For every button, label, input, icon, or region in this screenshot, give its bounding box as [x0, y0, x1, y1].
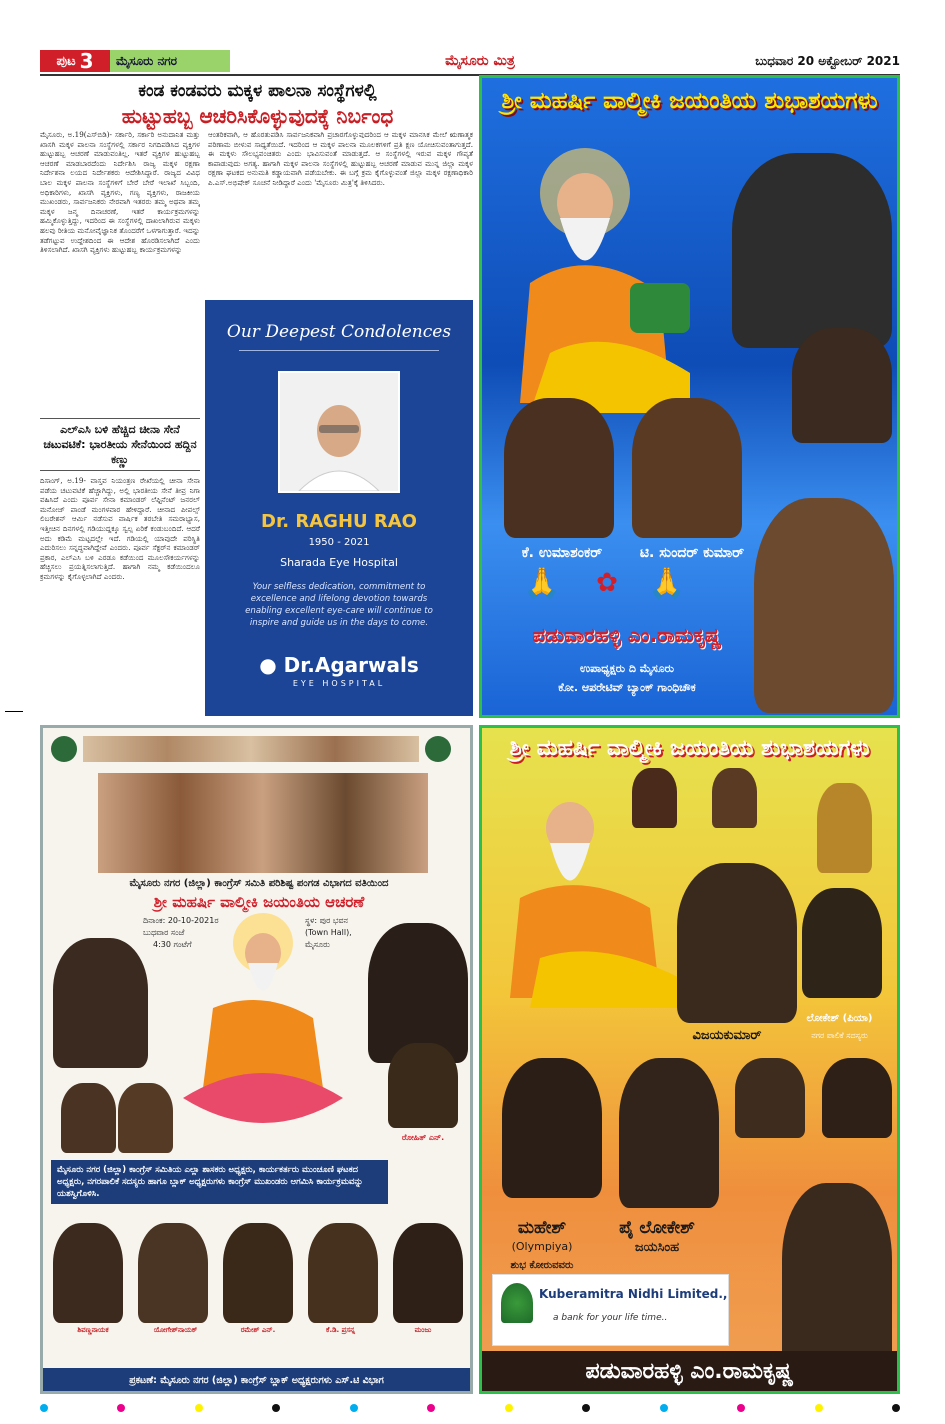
- congress-event-ad: [40, 725, 473, 1394]
- registration-dot: [892, 1404, 900, 1412]
- leader-photo-small-1: [61, 1083, 116, 1153]
- sponsor-logo: [205, 653, 473, 677]
- venue-english: (Town Hall),: [305, 928, 352, 937]
- person-photo: [393, 1223, 463, 1323]
- leader-thumbnails: [83, 736, 419, 762]
- sponsor-logo-subtitle: EYE HOSPITAL: [292, 679, 386, 688]
- page-word: ಪುಟ: [56, 53, 76, 69]
- person-name: ಕೆ.ಡಿ. ಪ್ರಸನ್ನ: [326, 1326, 355, 1334]
- sponsor-name: Kuberamitra Nidhi Limited.,: [539, 1287, 728, 1301]
- person-photo: [308, 1223, 378, 1323]
- greeting-banner: ಶ್ರೀ ಮಹರ್ಷಿ ವಾಲ್ಮೀಕಿ ಜಯಂತಿಯ ಶುಭಾಶಯಗಳು: [501, 88, 878, 114]
- invitation-text: ಮೈಸೂರು ನಗರ (ಜಿಲ್ಲಾ) ಕಾಂಗ್ರೆಸ್ ಸಮಿತಿಯ ಎಲ್ಲಾ ಶಾಸಕರು ಅಧ್ಯಕ್ಷರು, ಕಾರ್ಯಕರ್ತರು ಮುಂಚೂಣಿ ಘಟಕದ ಅಧ್ಯಕ್ಷರು, ನಗರಪಾಲಿಕೆ ಸದಸ್ಯರು ಹಾಗೂ ಬ್ಲಾಕ್ ಅಧ್ಯಕ್ಷರುಗಳು ಕಾಂಗ್ರೆಸ್ ಮುಖಂಡರು ಆಗಮಿಸಿ ಕಾರ್ಯಕ್ರಮವನ್ನು ಯಶಸ್ವಿಗೊಳಿಸಿ.: [51, 1160, 388, 1204]
- article-headline-line1: ಕಂಡ ಕಂಡವರು ಮಕ್ಕಳ ಪಾಲನಾ ಸಂಸ್ಥೆಗಳಲ್ಲಿ: [138, 81, 377, 101]
- tree-logo-icon: [501, 1283, 533, 1323]
- valmiki-lotus-illustration: [173, 908, 353, 1148]
- article-headline-line2: ಹುಟ್ಟುಹಬ್ಬ ಆಚರಿಸಿಕೊಳ್ಳುವುದಕ್ಕೆ ನಿರ್ಬಂಧ: [121, 104, 394, 128]
- supporter-photo: [822, 1058, 892, 1138]
- name-jayasimha: ಜಯಸಿಂಹ: [634, 1240, 680, 1255]
- registration-dot: [195, 1404, 203, 1412]
- portrait-photo: [278, 371, 400, 493]
- person-name-row: [53, 1326, 463, 1335]
- deity-figure: [817, 783, 872, 873]
- drop-icon: ●: [259, 653, 277, 677]
- folded-hands-icon: 🙏: [523, 566, 561, 601]
- supporter-photo: [735, 1058, 805, 1138]
- emblem-icon: [425, 736, 451, 762]
- page-number-badge: [40, 50, 110, 72]
- main-name: ಪಡುವಾರಹಳ್ಳಿ ಎಂ.ರಾಮಕೃಷ್ಣ: [532, 623, 722, 647]
- article-subheadline: ಎಲ್‌ಎಸಿ ಬಳಿ ಹೆಚ್ಚಿದ ಚೀನಾ ಸೇನೆ ಚಟುವಟಿಕೆ: ಭಾರತೀಯ ಸೇನೆಯಿಂದ ಹದ್ದಿನ ಕಣ್ಣು: [40, 418, 200, 471]
- name-pai-lokesh: ಪೈ ಲೋಕೇಶ್: [619, 1218, 695, 1238]
- section-label: ಮೈಸೂರು ನಗರ: [110, 50, 230, 72]
- condolence-divider: [239, 350, 439, 351]
- event-time: 4:30 ಗಂಟೆಗೆ: [153, 940, 192, 949]
- event-day: ಬುಧವಾರ ಸಂಜೆ: [143, 928, 185, 937]
- person-photo: [53, 1223, 123, 1323]
- roses-icon: ✿: [596, 568, 618, 598]
- name-sundar-kumar: ಟಿ. ಸುಂದರ್ ಕುಮಾರ್: [639, 545, 745, 561]
- venue-label: ಸ್ಥಳ: ಪುರ ಭವನ: [305, 916, 348, 925]
- article-column-1: ಮೈಸೂರು, ಅ.19(ಎಸ್‌ಬಿಡಿ)- ಸರ್ಕಾರಿ, ಸರ್ಕಾರಿ ಅನುದಾನಿತ ಮತ್ತು ಖಾಸಗಿ ಮಕ್ಕಳ ಪಾಲನಾ ಸಂಸ್ಥೆಗಳಲ್ಲಿ ಸರ್ಕಾರ ನಿಗದಿಪಡಿಸಿದ ವ್ಯಕ್ತಿಗಳ ಹುಟ್ಟುಹಬ್ಬ ಆಚರಣೆ ಮಾಡುವಂತಿಲ್ಲ. ಇತರೆ ವ್ಯಕ್ತಿಗಳ ಹುಟ್ಟುಹಬ್ಬ ಆಚರಣೆ ಮಾಡಬಾರದೆಂದು ನಿರ್ದೇಶಿಸಿ ರಾಜ್ಯ ಮಕ್ಕಳ ರಕ್ಷಣಾ ನಿರ್ದೇಶನಾ ಲಯದ ನಿರ್ದೇಶಕರು ಆದೇಶಿಸಿದ್ದಾರೆ. ರಾಜ್ಯದ ವಿವಿಧ ಬಾಲ ಮಕ್ಕಳ ಪಾಲನಾ ಸಂಸ್ಥೆಗಳಿಗೆ ಬೇರೆ ಬೇರೆ ಇಲಾಖೆ ಸಿಬ್ಬಂದಿ, ಅಧಿಕಾರಿಗಳು, ಖಾಸಗಿ ವ್ಯಕ್ತಿಗಳು, ಗಣ್ಯ ವ್ಯಕ್ತಿಗಳು, ರಾಜಕೀಯ ಮುಖಂಡರು, ಸಾರ್ವಜನಿಕರು ನೇರವಾಗಿ ಇತರರು ತಮ್ಮ ಅಥವಾ ತಮ್ಮ ಮಕ್ಕಳ ಜನ್ಮ ದಿನಾಚರಣೆ, ಇತರೆ ಕಾರ್ಯಕ್ರಮಗಳನ್ನು ಹಮ್ಮಿಕೊಳ್ಳುತ್ತಿದ್ದು, ಇದರಿಂದ ಈ ಸಂಸ್ಥೆಗಳಲ್ಲಿ ದಾಖಲಾಗಿರುವ ಮಕ್ಕಳು ಹಲವು ರೀತಿಯ ಮನೋವೈಜ್ಞಾನಿಕ ತೊಂದರೆಗೆ ಒಳಗಾಗುತ್ತಾರೆ. ಇದನ್ನು ತಡೆಗಟ್ಟುವ ಉದ್ದೇಶದಿಂದ ಈ ಆದೇಶ ಹೊರಡಿಸಲಾಗಿದೆ ಎಂದು ತಿಳಿಸಲಾಗಿದೆ. ಖಾಸಗಿ ವ್ಯಕ್ತಿಗಳು ಹುಟ್ಟುಹಬ್ಬ ಕಾರ್ಯಕ್ರಮಗಳನ್ನು: [40, 130, 200, 255]
- leader-photo-small-2: [118, 1083, 173, 1153]
- registration-dot: [660, 1404, 668, 1412]
- leader-photo-2: [792, 328, 892, 443]
- name-lokesh: ಲೋಕೇಶ್ (ಪಿಯಾ): [806, 1013, 873, 1024]
- registration-dot: [272, 1404, 280, 1412]
- lokesh-photo: [802, 888, 882, 998]
- person-photo-row: [53, 1223, 463, 1323]
- leaders-group-photo: [98, 773, 428, 873]
- masthead: ಮೈಸೂರು ಮಿತ್ರ: [445, 53, 515, 69]
- article-column-2: ಆಂತರಿಕವಾಗಿ, ಆ ಹೊರತುಪಡಿಸಿ ಸಾರ್ವಜನಿಕವಾಗಿ ಪ್ರಚಾರಗೊಳ್ಳುವುದರಿಂದ ಆ ಮಕ್ಕಳ ಮಾನಸಿಕ ಮೇಲೆ ಋಣಾತ್ಮಕ ಪರಿಣಾಮ ಬೀಳುವ ಸಾಧ್ಯತೆಯಿದೆ. ಇದರಿಂದ ಆ ಮಕ್ಕಳ ಪಾಲನಾ ಮೂಲಕಗಳಿಗೆ ಪ್ರತಿ ಕ್ಷಣ ಯೋಚಿಸುವಂತಾಗುತ್ತದೆ. ಈ ಮಕ್ಕಳು ಸೌಲಭ್ಯವಂಚಿತರು ಎಂದು ಭಾವಿಸುವಂತೆ ಮಾಡುತ್ತದೆ. ಆ ಸಂಸ್ಥೆಗಳಲ್ಲಿ ಇರುವ ಮಕ್ಕಳ ಗೌಪ್ಯತೆ ಕಾಪಾಡುವುದು ಅಗತ್ಯ. ಹಾಗಾಗಿ ಮಕ್ಕಳ ಪಾಲನಾ ಸಂಸ್ಥೆಗಳಲ್ಲಿ ಹುಟ್ಟುಹಬ್ಬ ಆಚರಣೆ ಮಾಡುವ ಮುನ್ನ ಜಿಲ್ಲಾ ಮಕ್ಕಳ ರಕ್ಷಣಾ ಘಟಕದ ಅನುಮತಿ ಕಡ್ಡಾಯವಾಗಿ ಪಡೆಯಬೇಕು. ಈ ಬಗ್ಗೆ ಕ್ರಮ ಕೈಗೊಳ್ಳುವಂತೆ ಜಿಲ್ಲಾ ಮಕ್ಕಳ ರಕ್ಷಣಾಧಿಕಾರಿ ಪಿ.ಎಸ್.ಅಭಿಷೇಕ್ ಸೂಚನೆ ನೀಡಿದ್ದಾರೆ ಎಂದು 'ಮೈಸೂರು ಮಿತ್ರ'ಕ್ಕೆ ತಿಳಿಸಿದರು.: [208, 130, 473, 187]
- person-name: ಶಿವಣ್ಣನಾಯಕ: [77, 1326, 109, 1334]
- condolence-ad: [205, 300, 473, 716]
- person-name: ಮಂಜು: [414, 1326, 432, 1334]
- leader-photo-left: [53, 938, 148, 1068]
- sundar-kumar-photo: [632, 398, 742, 538]
- valmiki-ad-top-right: [479, 75, 900, 718]
- sponsor-box: [492, 1274, 729, 1346]
- event-title: ಶ್ರೀ ಮಹರ್ಷಿ ವಾಲ್ಮೀಕಿ ಜಯಂತಿಯ ಆಚರಣೆ: [153, 893, 365, 911]
- registration-dot: [737, 1404, 745, 1412]
- publisher-footer: ಪ್ರಕಟಣೆ: ಮೈಸೂರು ನಗರ (ಜಿಲ್ಲಾ) ಕಾಂಗ್ರೆಸ್ ಬ್ಲಾಕ್ ಅಧ್ಯಕ್ಷರುಗಳು ಎಸ್.ಟಿ ವಿಭಾಗ: [43, 1368, 470, 1394]
- name-mahesh: ಮಹೇಶ್: [517, 1218, 567, 1238]
- swamiji-photo-2: [712, 768, 757, 828]
- person-name: ರಮೇಶ್ ಎನ್.: [240, 1326, 276, 1334]
- issue-date: ಬುಧವಾರ 20 ಅಕ್ಟೋಬರ್ 2021: [755, 54, 900, 68]
- greeting-banner: ಶ್ರೀ ಮಹರ್ಷಿ ವಾಲ್ಮೀಕಿ ಜಯಂತಿಯ ಶುಭಾಶಯಗಳು: [509, 736, 870, 761]
- folded-hands-icon: 🙏: [648, 566, 686, 601]
- swamiji-photo-1: [632, 768, 677, 828]
- page-number: 3: [79, 49, 94, 73]
- wishers-label: ಶುಭ ಕೋರುವವರು: [510, 1260, 574, 1271]
- life-years: 1950 - 2021: [308, 537, 370, 548]
- umashankar-photo: [504, 398, 614, 538]
- registration-dot: [117, 1404, 125, 1412]
- registration-dot: [815, 1404, 823, 1412]
- lokesh-role: ನಗರ ಪಾಲಿಕೆ ಸದಸ್ಯರು: [811, 1031, 868, 1040]
- mahesh-photo: [502, 1058, 602, 1198]
- registration-dot: [427, 1404, 435, 1412]
- registration-dot: [40, 1404, 48, 1412]
- leader-thumbnail-row: [51, 736, 451, 764]
- emblem-icon: [51, 736, 77, 762]
- mahesh-english: (Olympiya): [511, 1240, 573, 1253]
- rohit-photo: [388, 1043, 458, 1128]
- venue-city: ಮೈಸೂರು: [305, 940, 330, 949]
- footer-name-bar: ಪಡುವಾರಹಳ್ಳಿ ಎಂ.ರಾಮಕೃಷ್ಣ: [482, 1351, 897, 1391]
- registration-dot: [350, 1404, 358, 1412]
- ramakrishna-photo: [782, 1183, 892, 1373]
- condolence-message: Your selfless dedication, commitment to excellence and lifelong devotion towards enabling excellent eye-care will continue to inspire and guide us in the days to come.: [245, 582, 433, 628]
- ramakrishna-photo: [754, 498, 894, 713]
- sponsor-tagline: a bank for your life time..: [553, 1313, 668, 1323]
- vijayakumar-photo: [677, 863, 797, 1023]
- role-line-1: ಉಪಾಧ್ಯಕ್ಷರು ದಿ ಮೈಸೂರು: [579, 662, 674, 675]
- name-umashankar: ಕೆ. ಉಮಾಶಂಕರ್: [521, 545, 603, 561]
- pai-lokesh-photo: [619, 1058, 719, 1208]
- portrait-icon: [289, 391, 389, 491]
- organizer-line: ಮೈಸೂರು ನಗರ (ಜಿಲ್ಲಾ) ಕಾಂಗ್ರೆಸ್ ಸಮಿತಿ ಪರಿಶಿಷ್ಟ ಪಂಗಡ ವಿಭಾಗದ ವತಿಯಿಂದ: [129, 878, 389, 889]
- deceased-name: Dr. RAGHU RAO: [261, 511, 417, 532]
- name-vijayakumar: ವಿಜಯಕುಮಾರ್: [692, 1028, 762, 1043]
- person-photo: [138, 1223, 208, 1323]
- registration-dot: [582, 1404, 590, 1412]
- side-person-name: ರೋಹಿತ್ ಎನ್.: [401, 1133, 445, 1142]
- sponsor-logo-text: Dr.Agarwals: [283, 653, 419, 677]
- event-date: ದಿನಾಂಕ: 20-10-2021ರ: [143, 916, 219, 925]
- valmiki-illustration: [490, 133, 710, 423]
- leader-photo-1: [732, 153, 892, 348]
- article-column-1b: ದಿಸಾಂಗ್, ಅ.19- ವಾಸ್ತವ ನಿಯಂತ್ರಣ ರೇಖೆಯಲ್ಲಿ ಚೀನಾ ಸೇನಾ ಪಡೆಯ ಚಟುವಟಿಕೆ ಹೆಚ್ಚಾಗಿದ್ದು, ಅಲ್ಲಿ ಭಾರತೀಯ ಸೇನೆ ತೀವ್ರ ನಿಗಾ ವಹಿಸಿದೆ ಎಂದು ಪೂರ್ವ ಸೇನಾ ಕಮಾಂಡರ್ ಲೆಫ್ಟಿನೆಂಟ್ ಜನರಲ್ ಮನೋಜ್ ಪಾಂಡೆ ಮಂಗಳವಾರ ಹೇಳಿದ್ದಾರೆ. ಚೀನಾದ ಪೀಪಲ್ಸ್ ಲಿಬರೇಶನ್ ಆರ್ಮಿ ನಡೆಸುವ ವಾರ್ಷಿಕ ತರಬೇತಿ ಸಮರಾಭ್ಯಾಸ, ಇತ್ತೀಚಿನ ದಿನಗಳಲ್ಲಿ ಗಡಿಯುದ್ದಕ್ಕೂ ಸ್ವಲ್ಪ ಏರಿಕೆ ಕಂಡುಬಂದಿದೆ. ಆದರೆ ಅದು ಕಡಿಮೆ ಮಟ್ಟದಲ್ಲೇ ಇದೆ. ಗಡಿಯಲ್ಲಿ ಯಾವುದೇ ಪರಿಸ್ಥಿತಿ ಎದುರಿಸಲು ಸನ್ನದ್ಧವಾಗಿದ್ದೇವೆ ಎಂದರು. ಪೂರ್ವ ಸೆಕ್ಟರ್‌ನ ಕಮಾಂಡರ್ ಪ್ರಕಾರ, ಎಲ್‌ಎಸಿ ಬಳಿ ಎರಡೂ ಕಡೆಯಿಂದ ಮೂಲಸೌಕರ್ಯಗಳನ್ನು ಹೆಚ್ಚಿಸಲು ಪ್ರಯತ್ನಿಸಲಾಗುತ್ತಿದೆ. ಹಾಗಾಗಿ ನಮ್ಮ ಕಡೆಯಿಂದಲೂ ಕ್ರಮಗಳನ್ನು ಕೈಗೊಳ್ಳಲಾಗಿದೆ ಎಂದರು.: [40, 476, 200, 581]
- margin-mark: [5, 711, 23, 712]
- registration-dot: [505, 1404, 513, 1412]
- condolence-title: Our Deepest Condolences: [226, 322, 452, 342]
- valmiki-ad-bottom-right: [479, 725, 900, 1394]
- person-name: ಯೋಗೇಶ್‌ನಾಯಕ್: [153, 1326, 198, 1334]
- leader-photo-right: [368, 923, 468, 1063]
- person-photo: [223, 1223, 293, 1323]
- role-line-2: ಕೋ. ಆಪರೇಟಿವ್ ಬ್ಯಾಂಕ್ ಗಾಂಧಿಚೌಕ: [558, 681, 696, 694]
- registration-dots: [40, 1404, 900, 1414]
- hospital-name: Sharada Eye Hospital: [280, 556, 398, 569]
